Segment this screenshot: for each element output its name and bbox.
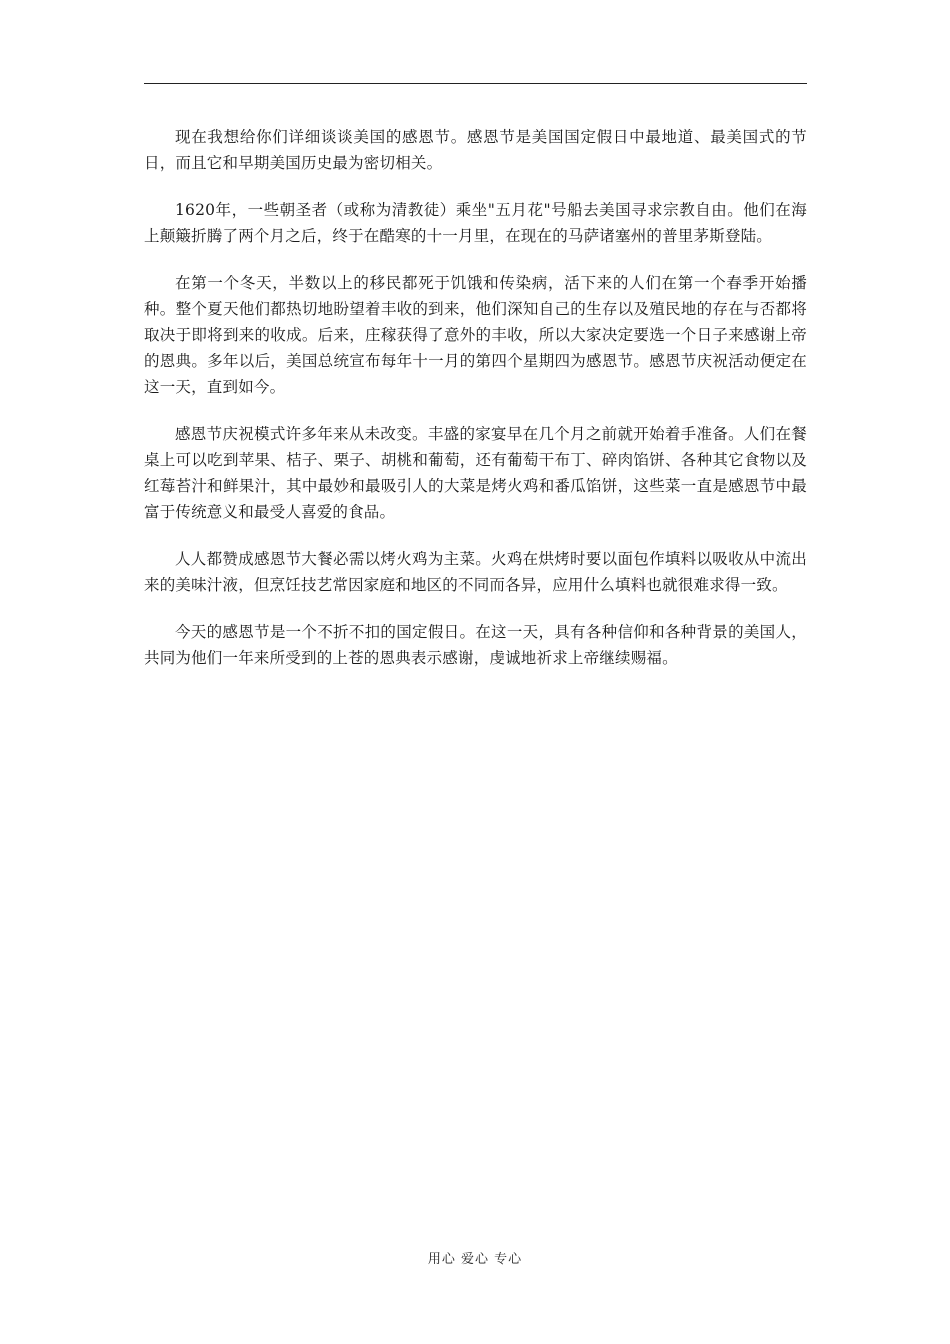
header-rule: [144, 83, 807, 84]
paragraph-1: 现在我想给你们详细谈谈美国的感恩节。感恩节是美国国定假日中最地道、最美国式的节日，而且它和早期美国历史最为密切相关。: [144, 128, 807, 172]
paragraph-4: 感恩节庆祝模式许多年来从未改变。丰盛的家宴早在几个月之前就开始着手准备。人们在餐桌上可以吃到苹果、桔子、栗子、胡桃和葡萄，还有葡萄干布丁、碎肉馅饼、各种其它食物以及红莓苔汁和鲜果汁，其中最妙和最吸引人的大菜是烤火鸡和番瓜馅饼，这些菜一直是感恩节中最富于传统意义和最受人喜爱的食品。: [144, 425, 807, 521]
page-footer: 用心 爱心 专心: [427, 1252, 523, 1267]
paragraph-6: 今天的感恩节是一个不折不扣的国定假日。在这一天，具有各种信仰和各种背景的美国人，共同为他们一年来所受到的上苍的恩典表示感谢，虔诚地祈求上帝继续赐福。: [144, 623, 807, 667]
paragraph-3: 在第一个冬天，半数以上的移民都死于饥饿和传染病，活下来的人们在第一个春季开始播种。整个夏天他们都热切地盼望着丰收的到来，他们深知自己的生存以及殖民地的存在与否都将取决于即将到来的收成。后来，庄稼获得了意外的丰收，所以大家决定要选一个日子来感谢上帝的恩典。多年以后，美国总统宣布每年十一月的第四个星期四为感恩节。感恩节庆祝活动便定在这一天，直到如今。: [144, 274, 807, 396]
paragraph-2: 1620年，一些朝圣者（或称为清教徒）乘坐"五月花"号船去美国寻求宗教自由。他们在海上颠簸折腾了两个月之后，终于在酷寒的十一月里，在现在的马萨诸塞州的普里茅斯登陆。: [144, 201, 807, 245]
paragraph-5: 人人都赞成感恩节大餐必需以烤火鸡为主菜。火鸡在烘烤时要以面包作填料以吸收从中流出来的美味汁液，但烹饪技艺常因家庭和地区的不同而各异，应用什么填料也就很难求得一致。: [144, 550, 807, 594]
document-body: [144, 124, 807, 692]
